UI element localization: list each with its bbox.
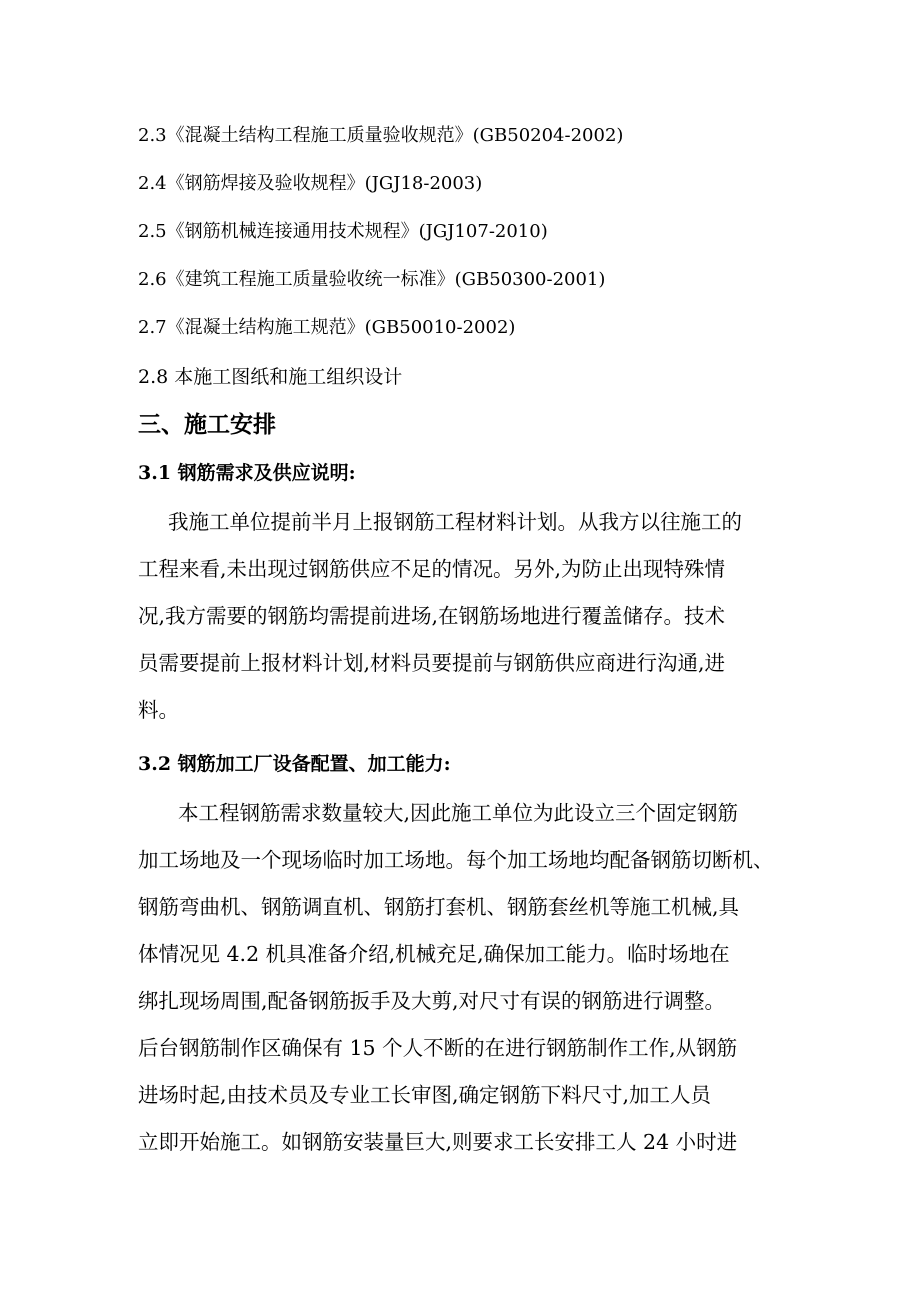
paragraph-line: 本工程钢筋需求数量较大,因此施工单位为此设立三个固定钢筋 bbox=[178, 801, 739, 825]
paragraph-line: 我施工单位提前半月上报钢筋工程材料计划。从我方以往施工的 bbox=[168, 510, 742, 534]
reference-2-4: 2.4《钢筋焊接及验收规程》(JGJ18-2003) bbox=[138, 173, 483, 194]
paragraph-line: 进场时起,由技术员及专业工长审图,确定钢筋下料尺寸,加工人员 bbox=[138, 1083, 712, 1107]
subheading-3-1: 3.1 钢筋需求及供应说明: bbox=[138, 462, 356, 484]
paragraph-line: 体情况见 4.2 机具准备介绍,机械充足,确保加工能力。临时场地在 bbox=[138, 942, 730, 966]
paragraph-line: 料。 bbox=[138, 698, 179, 722]
reference-2-7: 2.7《混凝土结构施工规范》(GB50010-2002) bbox=[138, 317, 516, 338]
paragraph-line: 员需要提前上报材料计划,材料员要提前与钢筋供应商进行沟通,进 bbox=[138, 651, 726, 675]
section-heading-3: 三、施工安排 bbox=[138, 411, 276, 438]
reference-2-3: 2.3《混凝土结构工程施工质量验收规范》(GB50204-2002) bbox=[138, 125, 624, 146]
paragraph-line: 后台钢筋制作区确保有 15 个人不断的在进行钢筋制作工作,从钢筋 bbox=[138, 1036, 738, 1060]
reference-2-6: 2.6《建筑工程施工质量验收统一标准》(GB50300-2001) bbox=[138, 269, 606, 290]
paragraph-line: 工程来看,未出现过钢筋供应不足的情况。另外,为防止出现特殊情 bbox=[138, 557, 726, 581]
subheading-3-2: 3.2 钢筋加工厂设备配置、加工能力: bbox=[138, 753, 451, 775]
paragraph-line: 立即开始施工。如钢筋安装量巨大,则要求工长安排工人 24 小时进 bbox=[138, 1130, 738, 1154]
paragraph-line: 绑扎现场周围,配备钢筋扳手及大剪,对尺寸有误的钢筋进行调整。 bbox=[138, 989, 726, 1013]
paragraph-line: 加工场地及一个现场临时加工场地。每个加工场地均配备钢筋切断机、 bbox=[138, 848, 774, 872]
paragraph-line: 况,我方需要的钢筋均需提前进场,在钢筋场地进行覆盖储存。技术 bbox=[138, 604, 726, 628]
reference-2-5: 2.5《钢筋机械连接通用技术规程》(JGJ107-2010) bbox=[138, 221, 548, 242]
reference-2-8: 2.8 本施工图纸和施工组织设计 bbox=[138, 366, 403, 388]
paragraph-line: 钢筋弯曲机、钢筋调直机、钢筋打套机、钢筋套丝机等施工机械,具 bbox=[138, 895, 740, 919]
